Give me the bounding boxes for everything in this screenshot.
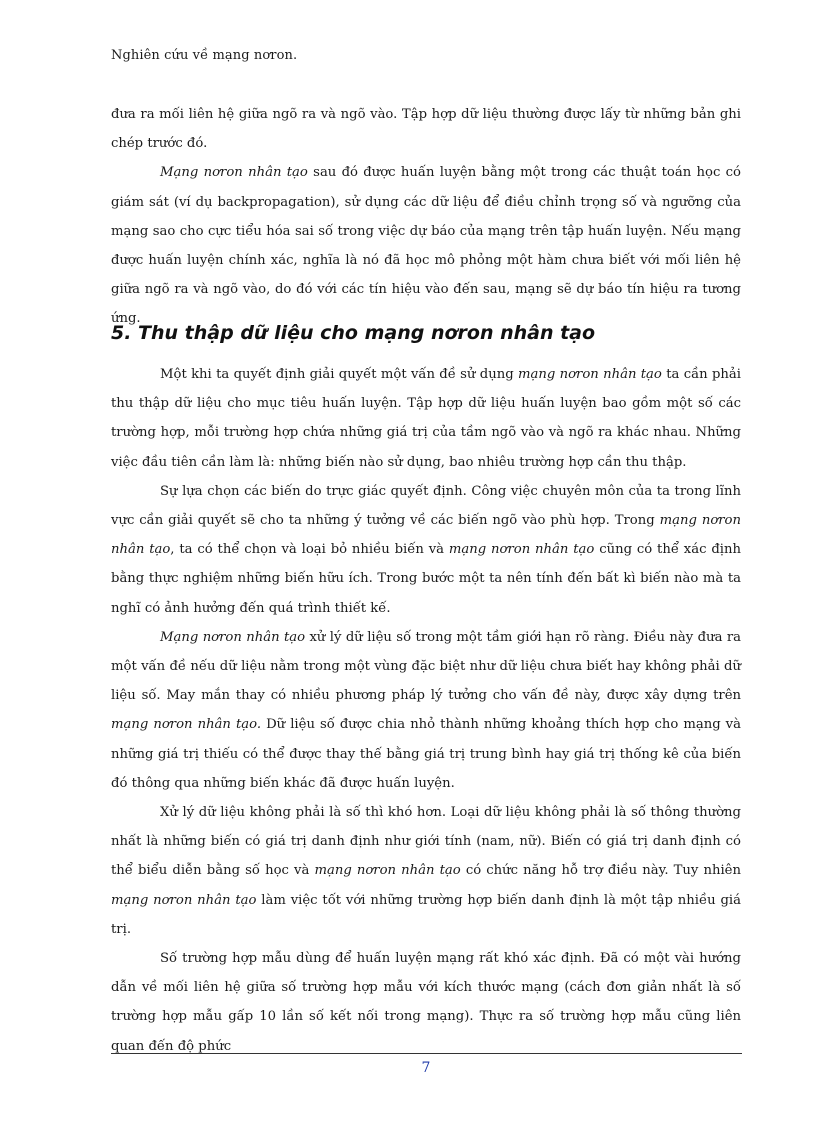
paragraph: Mạng nơron nhân tạo sau đó được huấn luyện bằng một trong các thuật toán học có giám sát (ví dụ backpropagation), sử dụng các dữ liệu để điều chỉnh trọng số và ngưỡng của mạng sao cho cực tiểu hóa sai số trong việc dự báo của mạng trên tập huấn luyện. Nếu mạng được huấn luyện chính xác, nghĩa là nó đã học mô phỏng một hàm chưa biết với mối liên hệ giữa ngõ ra và ngõ vào, do đó với các tín hiệu vào đến sau, mạng sẽ dự báo tín hiệu ra tương ứng. [111,165,741,327]
emphasis: mạng nơron nhân tạo [448,542,595,558]
paragraph: Một khi ta quyết định giải quyết một vấn đề sử dụng mạng nơron nhân tạo ta cần phải thu thập dữ liệu cho mục tiêu huấn luyện. Tập hợp dữ liệu huấn luyện bao gồm một số các trường hợp, mỗi trường hợp chứa những giá trị của tầm ngõ vào và ngõ ra khác nhau. Những việc đầu tiên cần làm là: những biến nào sử dụng, bao nhiêu trường hợp cần thu thập. [111,367,741,470]
paragraph: Số trường hợp mẫu dùng để huấn luyện mạng rất khó xác định. Đã có một vài hướng dẫn về mối liên hệ giữa số trường hợp mẫu với kích thước mạng (cách đơn giản nhất là số trường hợp mẫu gấp 10 lần số kết nối trong mạng). Thực ra số trường hợp mẫu cũng liên quan đến độ phức [111,951,741,1054]
emphasis: mạng nơron nhân tạo [111,513,741,558]
emphasis: mạng nơron nhân tạo. [111,717,262,733]
emphasis: mạng nơron nhân tạo [517,367,662,382]
emphasis: Mạng nơron nhân tạo [160,165,308,181]
paragraph: Mạng nơron nhân tạo xử lý dữ liệu số trong một tầm giới hạn rõ ràng. Điều này đưa ra một vấn đề nếu dữ liệu nằm trong một vùng đặc biệt như dữ liệu chưa biết hay không phải dữ liệu số. May mắn thay có nhiều phương pháp lý tưởng cho vấn đề này, được xây dựng trên mạng nơron nhân tạo. Dữ liệu số được chia nhỏ thành những khoảng thích hợp cho mạng và những giá trị thiếu có thể được thay thế bằng giá trị trung bình hay giá trị thống kê của biến đó thông qua những biến khác đã được huấn luyện. [111,629,741,791]
emphasis: mạng nơron nhân tạo [314,863,461,879]
section-heading: 5. Thu thập dữ liệu cho mạng nơron nhân tạo [111,322,596,344]
page-number: 7 [421,1060,431,1076]
footer-divider [111,1053,742,1054]
page-header: Nghiên cứu về mạng nơron. [111,48,298,63]
paragraph: đưa ra mối liên hệ giữa ngõ ra và ngõ vào. Tập hợp dữ liệu thường được lấy từ những bản ghi chép trước đó. [111,107,741,152]
emphasis: mạng nơron nhân tạo [111,892,257,908]
body-block-1 [111,100,741,334]
body-block-2 [111,360,741,1061]
paragraph: Sự lựa chọn các biến do trực giác quyết định. Công việc chuyên môn của ta trong lĩnh vực cần giải quyết sẽ cho ta những ý tưởng về các biến ngõ vào phù hợp. Trong mạng nơron nhân tạo, ta có thể chọn và loại bỏ nhiều biến và mạng nơron nhân tạo cũng có thể xác định bằng thực nghiệm những biến hữu ích. Trong bước một ta nên tính đến bất kì biến nào mà ta nghĩ có ảnh hưởng đến quá trình thiết kế. [111,483,741,616]
emphasis: Mạng nơron nhân tạo [160,629,306,645]
paragraph: Xử lý dữ liệu không phải là số thì khó hơn. Loại dữ liệu không phải là số thông thường nhất là những biến có giá trị danh định như giới tính (nam, nữ). Biến có giá trị danh định có thể biểu diễn bằng số học và mạng nơron nhân tạo có chức năng hỗ trợ điều này. Tuy nhiên mạng nơron nhân tạo làm việc tốt với những trường hợp biến danh định là một tập nhiều giá trị. [111,805,741,937]
